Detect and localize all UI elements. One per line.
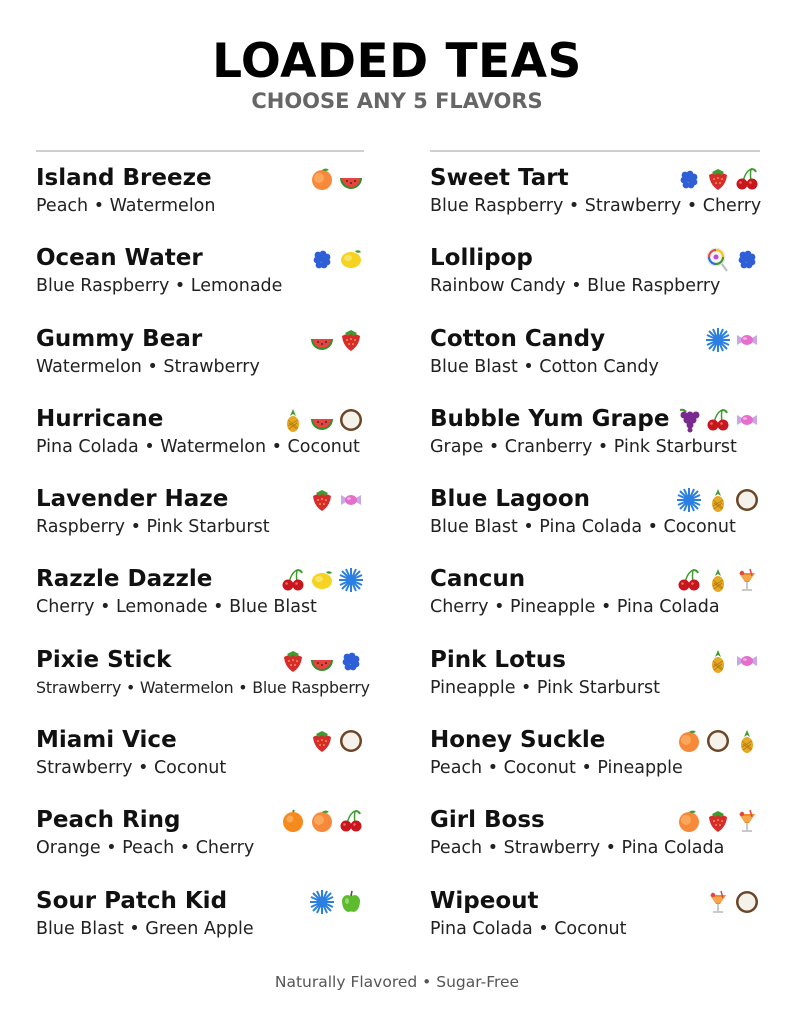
flavor-name: Gummy Bear	[36, 325, 203, 352]
flavor-icons	[280, 807, 364, 835]
peach-icon	[676, 808, 702, 834]
flavor-icons	[280, 566, 364, 594]
coconut-icon	[705, 728, 731, 754]
cherry-icon	[280, 567, 306, 593]
lemon-icon	[338, 246, 364, 272]
strawberry-icon	[705, 166, 731, 192]
flavor-name: Honey Suckle	[430, 727, 606, 754]
flavor-icons	[280, 647, 364, 675]
flavor-item	[36, 161, 364, 241]
candy-icon	[338, 487, 364, 513]
flavor-description: Blue Blast • Green Apple	[36, 918, 254, 939]
flavor-item	[430, 803, 760, 883]
flavor-description: Raspberry • Pink Starburst	[36, 517, 270, 538]
flavor-description: Cherry • Pineapple • Pina Colada	[430, 597, 720, 618]
flavor-name: Island Breeze	[36, 165, 212, 191]
flavor-name: Pixie Stick	[36, 646, 172, 673]
flavor-icons	[676, 807, 760, 835]
flavor-item	[430, 161, 760, 241]
watermelon-icon	[309, 327, 335, 353]
green-apple-icon	[338, 889, 364, 915]
flavor-item	[36, 803, 364, 883]
cherry-icon	[338, 808, 364, 834]
flavor-name: Sour Patch Kid	[36, 887, 228, 914]
flavor-icons	[309, 727, 364, 755]
flavor-name: Blue Lagoon	[430, 486, 591, 513]
flavor-name: Girl Boss	[430, 807, 545, 834]
blue-raspberry-icon	[338, 648, 364, 674]
flavor-icons	[676, 486, 760, 514]
flavor-description: Grape • Cranberry • Pink Starburst	[430, 436, 737, 457]
cherry-icon	[676, 567, 702, 593]
tropical-drink-icon	[705, 889, 731, 915]
flavor-description: Watermelon • Strawberry	[36, 356, 260, 377]
flavor-name: Peach Ring	[36, 807, 181, 834]
flavor-item	[36, 402, 364, 482]
flavor-name: Pink Lotus	[430, 646, 566, 673]
flavor-item	[36, 482, 364, 562]
flavor-item	[430, 322, 760, 402]
flavor-name: Lavender Haze	[36, 486, 229, 513]
cherry-icon	[705, 407, 731, 433]
flavor-name: Wipeout	[430, 887, 539, 914]
flavor-description: Blue Blast • Pina Colada • Coconut	[430, 517, 736, 538]
flavor-icons	[309, 326, 364, 354]
pineapple-icon	[705, 567, 731, 593]
column-divider	[430, 150, 760, 152]
blue-blast-icon	[309, 889, 335, 915]
flavor-name: Sweet Tart	[430, 165, 569, 191]
right-column	[430, 150, 760, 964]
strawberry-icon	[705, 808, 731, 834]
flavor-description: Cherry • Lemonade • Blue Blast	[36, 597, 317, 618]
pineapple-icon	[280, 407, 306, 433]
blue-blast-icon	[705, 327, 731, 353]
flavor-name: Lollipop	[430, 245, 533, 272]
flavor-icons	[705, 888, 760, 916]
flavor-item	[36, 322, 364, 402]
pineapple-icon	[734, 728, 760, 754]
flavor-description: Blue Raspberry • Strawberry • Cherry	[430, 196, 762, 216]
flavor-name: Ocean Water	[36, 245, 203, 272]
flavor-description: Peach • Coconut • Pineapple	[430, 758, 683, 779]
pineapple-icon	[705, 648, 731, 674]
right-flavor-list	[430, 161, 760, 964]
orange-icon	[280, 808, 306, 834]
flavor-item	[430, 482, 760, 562]
flavor-item	[430, 241, 760, 321]
footer-note: Naturally Flavored • Sugar-Free	[274, 973, 520, 991]
flavor-description: Orange • Peach • Cherry	[36, 838, 255, 859]
coconut-icon	[338, 407, 364, 433]
flavor-item	[36, 643, 370, 723]
column-divider	[36, 150, 364, 152]
flavor-name: Bubble Yum Grape	[430, 405, 670, 432]
flavor-description: Pina Colada • Coconut	[430, 918, 627, 939]
flavor-item	[430, 643, 760, 723]
candy-icon	[734, 648, 760, 674]
blue-raspberry-icon	[676, 166, 702, 192]
flavor-description: Peach • Strawberry • Pina Colada	[430, 838, 725, 859]
tropical-drink-icon	[734, 808, 760, 834]
flavor-description: Blue Blast • Cotton Candy	[430, 356, 659, 377]
flavor-icons	[705, 647, 760, 675]
flavor-item	[36, 241, 364, 321]
flavor-icons	[309, 486, 364, 514]
flavor-icons	[705, 326, 760, 354]
flavor-description: Pina Colada • Watermelon • Coconut	[36, 436, 360, 457]
left-flavor-list	[36, 161, 370, 964]
flavor-icons	[676, 727, 760, 755]
flavor-item	[430, 562, 760, 642]
flavor-description: Strawberry • Coconut	[36, 758, 227, 779]
strawberry-icon	[309, 728, 335, 754]
flavor-item	[36, 884, 364, 964]
strawberry-icon	[338, 327, 364, 353]
pineapple-icon	[705, 487, 731, 513]
peach-icon	[309, 166, 335, 192]
flavor-item	[430, 402, 760, 482]
flavor-icons	[309, 245, 364, 273]
cherry-icon	[734, 166, 760, 192]
candy-icon	[734, 327, 760, 353]
flavor-icons	[309, 165, 364, 193]
flavor-name: Hurricane	[36, 405, 164, 432]
flavor-description: Peach • Watermelon	[36, 196, 216, 216]
flavor-description: Pineapple • Pink Starburst	[430, 677, 660, 698]
blue-blast-icon	[338, 567, 364, 593]
flavor-description: Strawberry • Watermelon • Blue Raspberry	[36, 677, 370, 697]
grape-icon	[676, 407, 702, 433]
flavor-item	[430, 723, 760, 803]
flavor-name: Cancun	[430, 566, 526, 593]
flavor-description: Rainbow Candy • Blue Raspberry	[430, 276, 721, 297]
tropical-drink-icon	[734, 567, 760, 593]
peach-icon	[676, 728, 702, 754]
flavor-item	[430, 884, 760, 964]
flavor-icons	[676, 406, 760, 434]
menu-title: LOADED TEAS	[212, 34, 582, 89]
flavor-icons	[705, 245, 760, 273]
coconut-icon	[734, 487, 760, 513]
coconut-icon	[734, 889, 760, 915]
blue-raspberry-icon	[309, 246, 335, 272]
strawberry-icon	[280, 648, 306, 674]
peach-icon	[309, 808, 335, 834]
flavor-item	[36, 723, 364, 803]
flavor-icons	[309, 888, 364, 916]
flavor-name: Razzle Dazzle	[36, 566, 213, 593]
flavor-name: Miami Vice	[36, 727, 177, 754]
blue-blast-icon	[676, 487, 702, 513]
watermelon-icon	[338, 166, 364, 192]
flavor-description: Blue Raspberry • Lemonade	[36, 276, 283, 297]
flavor-icons	[676, 165, 760, 193]
lemon-icon	[309, 567, 335, 593]
flavor-icons	[676, 566, 760, 594]
lollipop-icon	[705, 246, 731, 272]
flavor-icons	[280, 406, 364, 434]
strawberry-icon	[309, 487, 335, 513]
flavor-item	[36, 562, 364, 642]
candy-icon	[734, 407, 760, 433]
coconut-icon	[338, 728, 364, 754]
blue-raspberry-icon	[734, 246, 760, 272]
watermelon-icon	[309, 407, 335, 433]
left-column	[36, 150, 370, 964]
watermelon-icon	[309, 648, 335, 674]
menu-subtitle: CHOOSE ANY 5 FLAVORS	[251, 89, 543, 113]
flavor-name: Cotton Candy	[430, 325, 606, 352]
